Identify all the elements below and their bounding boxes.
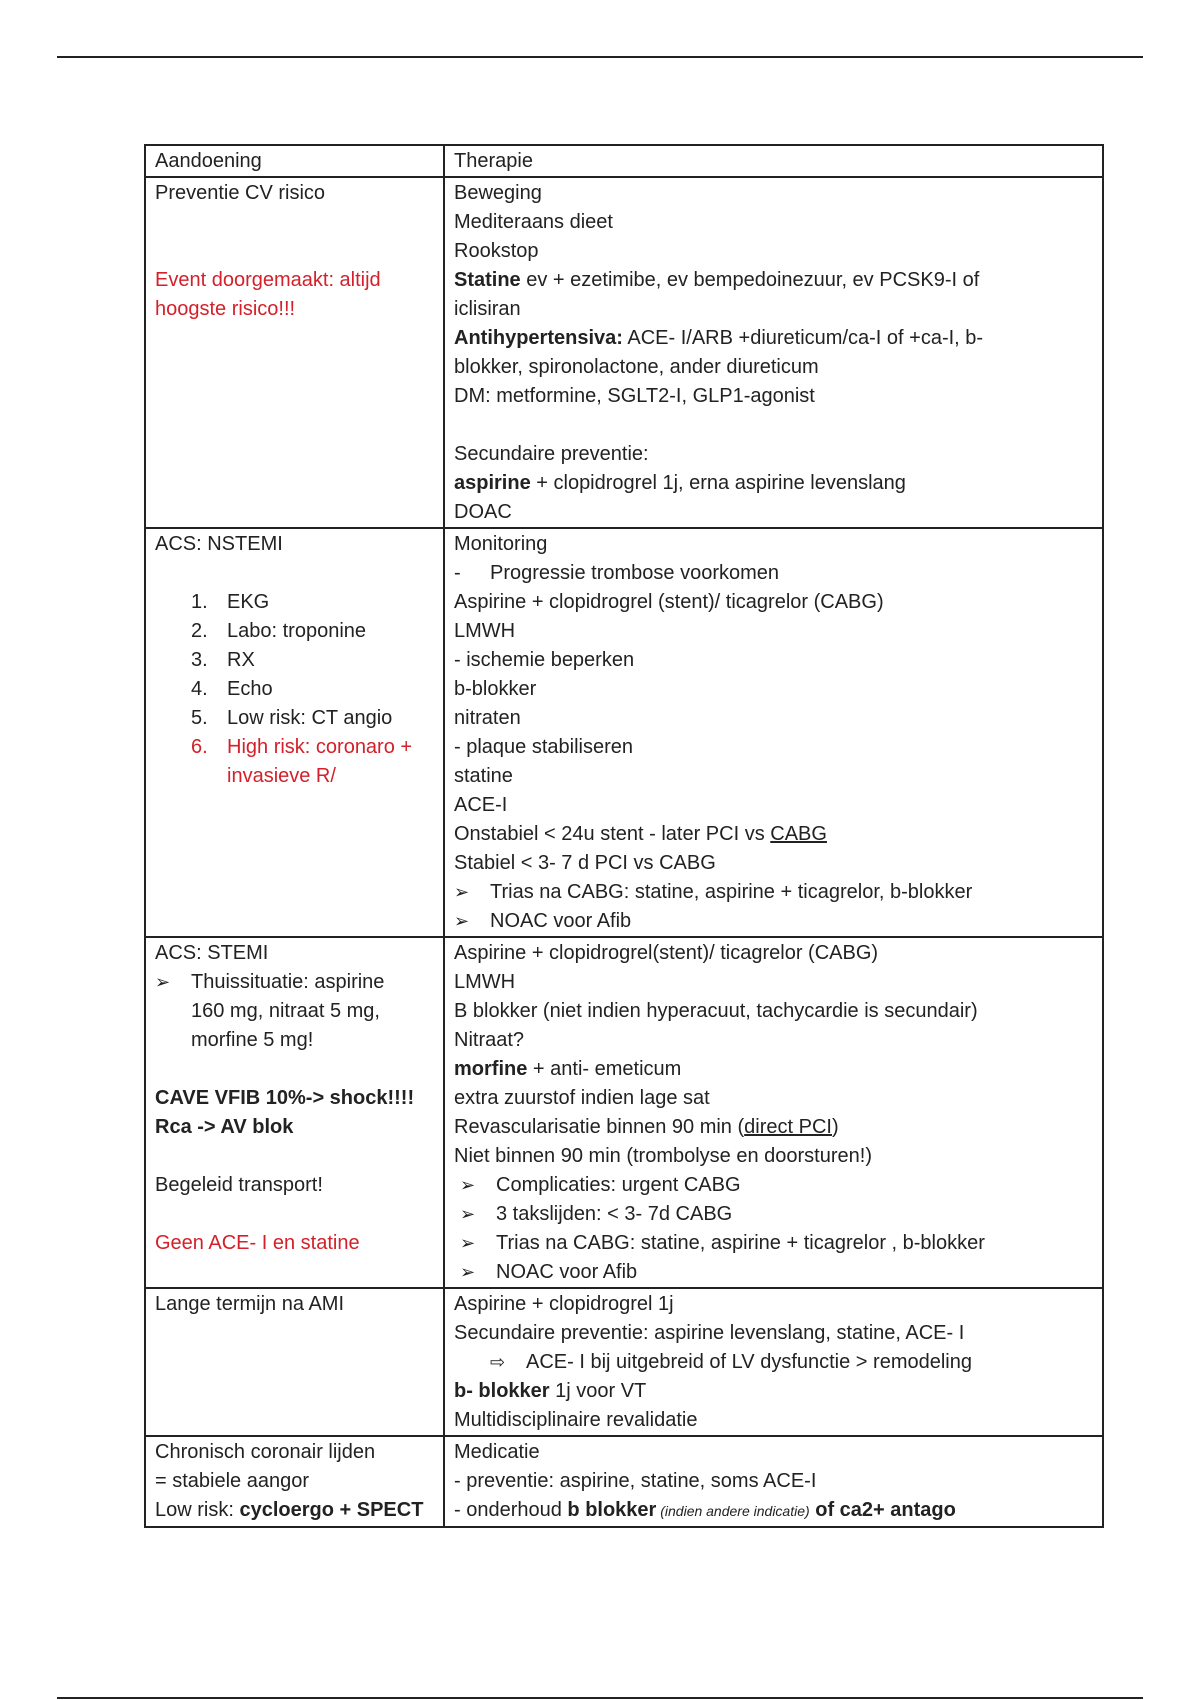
therapy-line: Rookstop xyxy=(454,240,539,262)
bold-term: Antihypertensiva: xyxy=(454,327,623,349)
list-number: 5. xyxy=(191,707,208,729)
warning-text: Event doorgemaakt: altijd xyxy=(155,269,381,291)
therapy-line: b-blokker xyxy=(454,678,537,700)
therapy-text: Trias na CABG: statine, aspirine + ticagrelor, b-blokker xyxy=(490,881,973,903)
therapy-text: ) xyxy=(831,1116,839,1138)
condition-text: morfine 5 mg! xyxy=(191,1029,314,1051)
therapy-line: Monitoring xyxy=(454,533,548,555)
italic-note: (indien andere indicatie) xyxy=(656,1503,810,1519)
therapy-text: Revascularisatie binnen 90 min ( xyxy=(454,1116,745,1138)
therapy-cell xyxy=(444,528,1103,937)
dash-marker: - xyxy=(454,562,461,584)
warning-text: hoogste risico!!! xyxy=(155,298,296,320)
condition-text-part: Low risk: xyxy=(155,1499,240,1521)
table-row xyxy=(145,528,1103,937)
table-row xyxy=(145,1436,1103,1527)
therapy-line: ACE-I xyxy=(454,794,508,816)
therapy-text: + clopidrogrel 1j, erna aspirine levenslang xyxy=(530,472,906,494)
therapy-text: Complicaties: urgent CABG xyxy=(496,1174,741,1196)
therapy-line: iclisiran xyxy=(454,298,521,320)
underlined-term: direct PCI xyxy=(744,1116,832,1138)
condition-title: Preventie CV risico xyxy=(155,182,326,204)
therapy-line xyxy=(454,469,1093,498)
bold-term: aspirine xyxy=(454,472,531,494)
bold-term: Statine xyxy=(454,269,521,291)
bold-term: b- blokker xyxy=(454,1380,550,1402)
therapy-text: + anti- emeticum xyxy=(527,1058,682,1080)
therapy-line xyxy=(454,266,1093,295)
therapy-table xyxy=(144,144,1104,1528)
list-item xyxy=(191,588,434,617)
therapy-text: NOAC voor Afib xyxy=(496,1261,638,1283)
bold-term: b blokker xyxy=(567,1499,657,1521)
therapy-line xyxy=(454,1055,1093,1084)
condition-title: Chronisch coronair lijden xyxy=(155,1441,376,1463)
condition-cell xyxy=(145,177,444,528)
therapy-cell xyxy=(444,937,1103,1288)
therapy-text: ACE- I/ARB +diureticum/ca-I of +ca-I, b- xyxy=(622,327,984,349)
arrow-item xyxy=(454,1229,1093,1258)
arrow-item xyxy=(454,1200,1093,1229)
therapy-line: Medicatie xyxy=(454,1441,540,1463)
list-text-line: High risk: coronaro + xyxy=(227,736,413,758)
therapy-line: B blokker (niet indien hyperacuut, tachycardie is secundair) xyxy=(454,1000,978,1022)
list-text: Low risk: CT angio xyxy=(227,707,393,729)
list-text: Labo: troponine xyxy=(227,620,367,642)
therapy-text: NOAC voor Afib xyxy=(490,910,632,932)
therapy-line: - ischemie beperken xyxy=(454,649,635,671)
condition-text xyxy=(155,1496,434,1525)
list-number: 2. xyxy=(191,620,208,642)
arrow-bullet-icon: ➢ xyxy=(155,972,171,992)
therapy-line: Multidisciplinaire revalidatie xyxy=(454,1409,698,1431)
therapy-text: 3 takslijden: < 3- 7d CABG xyxy=(496,1203,733,1225)
footer-rule xyxy=(57,1697,1143,1699)
therapy-line: Secundaire preventie: xyxy=(454,443,649,465)
table-row xyxy=(145,937,1103,1288)
arrow-item xyxy=(454,1258,1093,1287)
arrow-item xyxy=(454,1171,1093,1200)
header-therapie: Therapie xyxy=(444,145,1103,177)
therapy-line xyxy=(454,820,1093,849)
arrow-bullet-icon: ➢ xyxy=(460,1175,476,1195)
arrow-bullet-icon: ➢ xyxy=(454,911,470,931)
condition-cell xyxy=(145,528,444,937)
arrow-item xyxy=(454,907,1093,936)
therapy-line: statine xyxy=(454,765,513,787)
header-aandoening: Aandoening xyxy=(145,145,444,177)
arrow-item xyxy=(454,1348,1093,1377)
therapy-line: LMWH xyxy=(454,971,516,993)
condition-title: Lange termijn na AMI xyxy=(155,1293,344,1315)
therapy-line: extra zuurstof indien lage sat xyxy=(454,1087,710,1109)
therapy-line: LMWH xyxy=(454,620,516,642)
therapy-line: Nitraat? xyxy=(454,1029,525,1051)
table-row xyxy=(145,1288,1103,1436)
therapy-line: Mediteraans dieet xyxy=(454,211,613,233)
therapy-cell xyxy=(444,1288,1103,1436)
arrow-bullet-icon: ➢ xyxy=(460,1204,476,1224)
header-rule xyxy=(57,56,1143,58)
list-item xyxy=(191,675,434,704)
arrow-bullet-icon: ➢ xyxy=(460,1262,476,1282)
arrow-bullet-icon: ➢ xyxy=(460,1233,476,1253)
therapy-text: Trias na CABG: statine, aspirine + ticagrelor , b-blokker xyxy=(496,1232,985,1254)
list-text xyxy=(227,733,412,791)
therapy-line xyxy=(454,324,1093,353)
list-item xyxy=(191,704,434,733)
dash-item xyxy=(454,559,1093,588)
therapy-line xyxy=(454,1377,1093,1406)
numbered-list xyxy=(155,588,434,791)
therapy-line: DM: metformine, SGLT2-I, GLP1-agonist xyxy=(454,385,815,407)
therapy-text: ev + ezetimibe, ev bempedoinezuur, ev PCSK9-I of xyxy=(520,269,980,291)
bold-term: morfine xyxy=(454,1058,528,1080)
therapy-cell xyxy=(444,1436,1103,1527)
therapy-line: - plaque stabiliseren xyxy=(454,736,633,758)
condition-text: Thuissituatie: aspirine xyxy=(191,971,385,993)
list-number: 3. xyxy=(191,649,208,671)
condition-text: = stabiele aangor xyxy=(155,1470,310,1492)
rca-warning: Rca -> AV blok xyxy=(155,1116,294,1138)
list-text: RX xyxy=(227,649,255,671)
bold-term: of ca2+ antago xyxy=(809,1499,956,1521)
list-text: EKG xyxy=(227,591,270,613)
bold-term: cycloergo + SPECT xyxy=(239,1499,424,1521)
therapy-text: Progressie trombose voorkomen xyxy=(490,562,780,584)
therapy-line: Aspirine + clopidrogrel (stent)/ ticagrelor (CABG) xyxy=(454,591,884,613)
condition-text: Begeleid transport! xyxy=(155,1174,323,1196)
arrow-item xyxy=(454,878,1093,907)
therapy-line xyxy=(454,1113,1093,1142)
cave-warning: CAVE VFIB 10%-> shock!!!! xyxy=(155,1087,415,1109)
therapy-line: - preventie: aspirine, statine, soms ACE-I xyxy=(454,1470,817,1492)
therapy-line: Beweging xyxy=(454,182,542,204)
therapy-line: Niet binnen 90 min (trombolyse en doorsturen!) xyxy=(454,1145,872,1167)
underlined-term: CABG xyxy=(770,823,827,845)
condition-cell xyxy=(145,937,444,1288)
warning-text: Geen ACE- I en statine xyxy=(155,1232,360,1254)
therapy-text: ACE- I bij uitgebreid of LV dysfunctie > remodeling xyxy=(526,1351,972,1373)
list-number: 1. xyxy=(191,591,208,613)
list-text: Echo xyxy=(227,678,273,700)
list-number: 4. xyxy=(191,678,208,700)
condition-title: ACS: NSTEMI xyxy=(155,533,283,555)
therapy-line: blokker, spironolactone, ander diureticum xyxy=(454,356,819,378)
table-header-row xyxy=(145,145,1103,177)
condition-cell xyxy=(145,1436,444,1527)
double-arrow-icon: ⇨ xyxy=(490,1352,506,1372)
arrow-item xyxy=(155,968,434,1055)
home-situation xyxy=(191,968,384,1055)
arrow-bullet-icon: ➢ xyxy=(454,882,470,902)
therapy-cell xyxy=(444,177,1103,528)
list-item xyxy=(191,617,434,646)
therapy-line: Secundaire preventie: aspirine levenslang, statine, ACE- I xyxy=(454,1322,965,1344)
list-number: 6. xyxy=(191,736,208,758)
therapy-text: Onstabiel < 24u stent - later PCI vs xyxy=(454,823,771,845)
therapy-line: Aspirine + clopidrogrel(stent)/ ticagrelor (CABG) xyxy=(454,942,879,964)
list-item xyxy=(191,733,434,791)
therapy-line: Stabiel < 3- 7 d PCI vs CABG xyxy=(454,852,716,874)
therapy-line: Aspirine + clopidrogrel 1j xyxy=(454,1293,674,1315)
condition-title: ACS: STEMI xyxy=(155,942,269,964)
list-item xyxy=(191,646,434,675)
condition-text: 160 mg, nitraat 5 mg, xyxy=(191,1000,380,1022)
list-text-line: invasieve R/ xyxy=(227,765,336,787)
therapy-line: nitraten xyxy=(454,707,521,729)
therapy-line: DOAC xyxy=(454,501,512,523)
therapy-line xyxy=(454,1496,1093,1526)
therapy-text: 1j voor VT xyxy=(549,1380,647,1402)
therapy-text: - onderhoud xyxy=(454,1499,568,1521)
table-row xyxy=(145,177,1103,528)
condition-cell xyxy=(145,1288,444,1436)
